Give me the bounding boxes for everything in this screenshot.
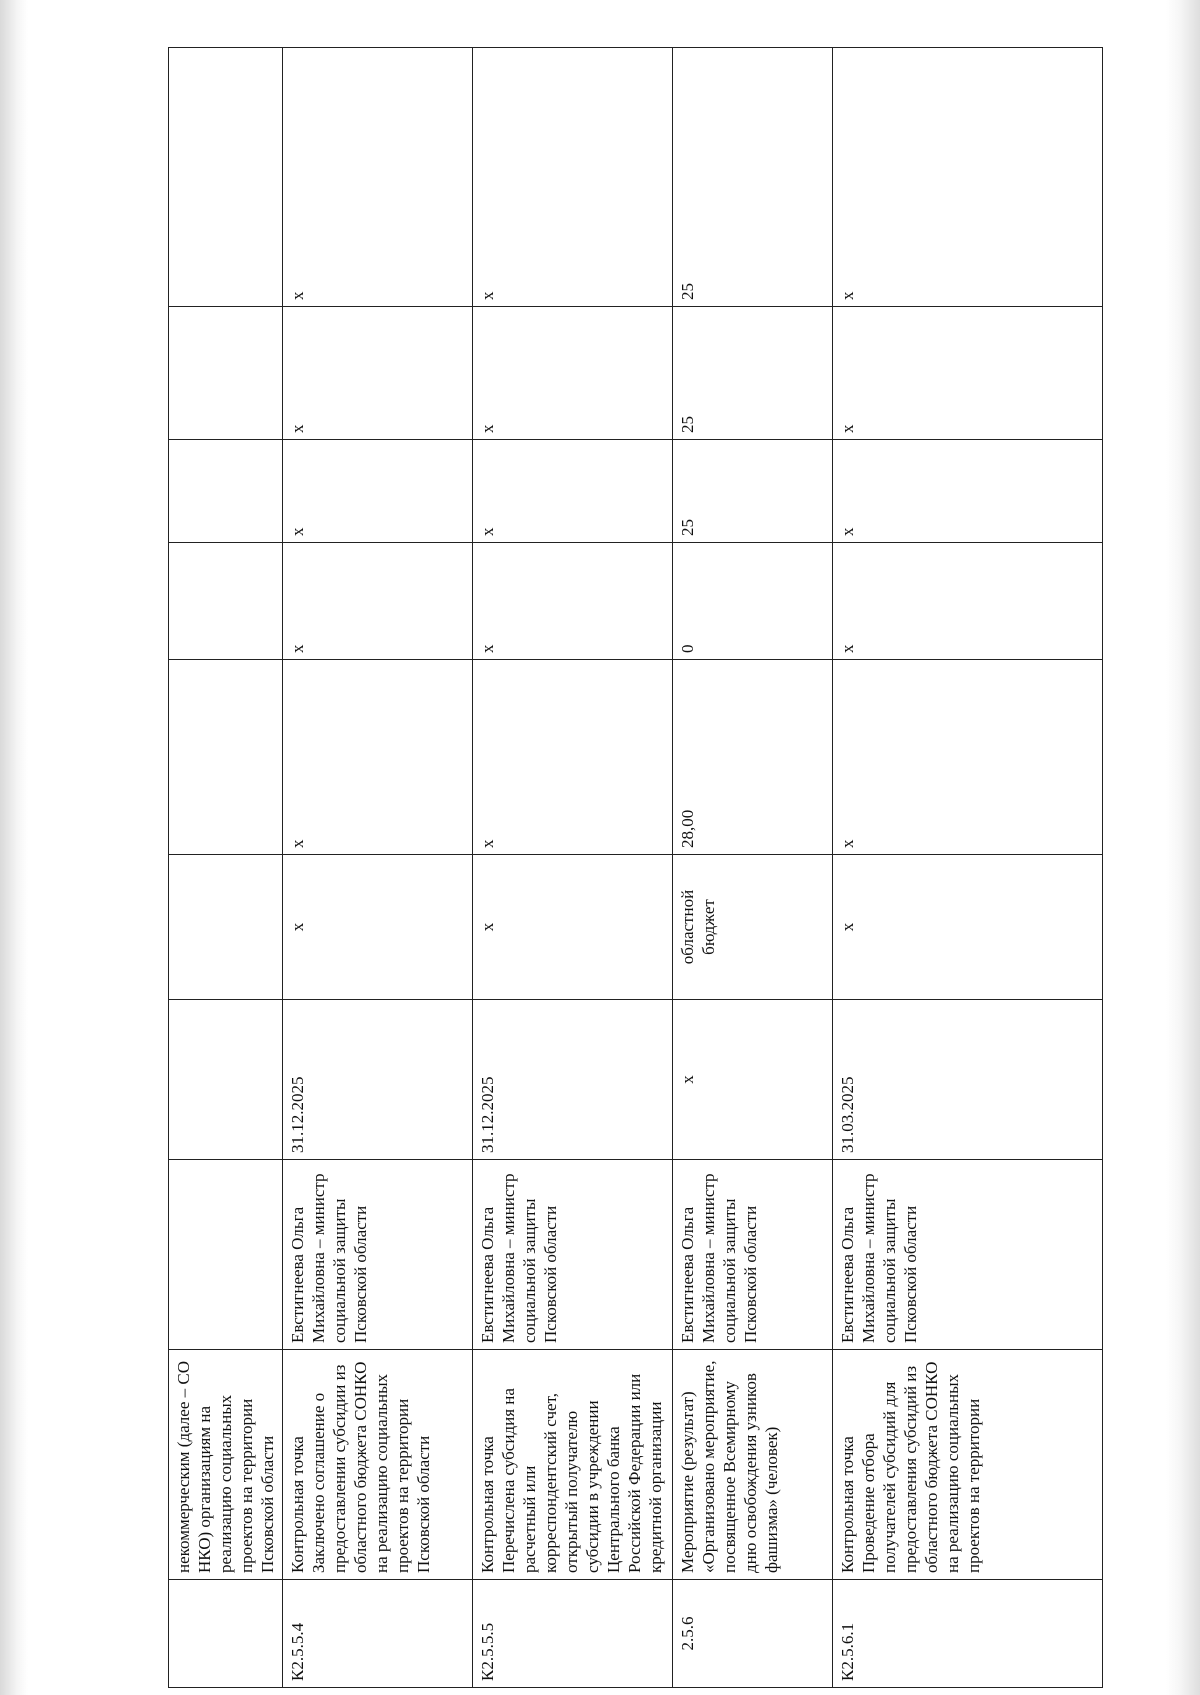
row-responsible: Евстигнеева Ольга Михайловна – министр социальной защиты Псковской области — [283, 1160, 473, 1350]
row-value-3: х — [473, 440, 673, 543]
row-value-3 — [169, 440, 283, 543]
row-value-4: х — [473, 307, 673, 440]
row-responsible: Евстигнеева Ольга Михайловна – министр социальной защиты Псковской области — [473, 1160, 673, 1350]
table-row — [169, 48, 283, 1688]
row-source: х — [283, 855, 473, 1000]
row-value-4 — [169, 307, 283, 440]
plan-table — [168, 47, 1103, 1688]
row-source — [169, 855, 283, 1000]
row-date: 31.12.2025 — [473, 1000, 673, 1160]
row-value-5: х — [833, 48, 1103, 307]
row-source: областной бюджет — [673, 855, 833, 1000]
row-number: 2.5.6 — [673, 1580, 833, 1688]
row-date — [169, 1000, 283, 1160]
row-value-5 — [169, 48, 283, 307]
row-name: Контрольная точка Заключено соглашение о предоставлении субсидии из областного бюджета СОНКО на реализацию социальных проектов на территории Псковской области — [283, 1350, 473, 1580]
row-value-2 — [169, 543, 283, 660]
row-number: К2.5.5.5 — [473, 1580, 673, 1688]
row-value-2: х — [473, 543, 673, 660]
row-source: х — [833, 855, 1103, 1000]
row-value-3: х — [833, 440, 1103, 543]
row-source: х — [473, 855, 673, 1000]
table-row — [833, 48, 1103, 1688]
table-row — [673, 48, 833, 1688]
row-date: 31.12.2025 — [283, 1000, 473, 1160]
row-name: Мероприятие (результат) «Организовано мероприятие, посвященное Всемирному дню освобождения узников фашизма» (человек) — [673, 1350, 833, 1580]
row-value-1: 28,00 — [673, 660, 833, 855]
row-value-2: х — [283, 543, 473, 660]
row-value-4: х — [833, 307, 1103, 440]
table-row — [283, 48, 473, 1688]
row-value-4: х — [283, 307, 473, 440]
row-value-2: х — [833, 543, 1103, 660]
row-value-1: х — [473, 660, 673, 855]
row-date: 31.03.2025 — [833, 1000, 1103, 1160]
row-value-3: 25 — [673, 440, 833, 543]
row-responsible: Евстигнеева Ольга Михайловна – министр социальной защиты Псковской области — [833, 1160, 1103, 1350]
row-number: К2.5.5.4 — [283, 1580, 473, 1688]
row-value-5: х — [473, 48, 673, 307]
row-value-5: х — [283, 48, 473, 307]
scan-edge-right — [1166, 0, 1200, 1695]
row-value-5: 25 — [673, 48, 833, 307]
row-value-1: х — [833, 660, 1103, 855]
row-name: Контрольная точка Проведение отбора получателей субсидий для предоставления субсидий из областного бюджета СОНКО на реализацию социальных проектов на территории — [833, 1350, 1103, 1580]
row-name: Контрольная точка Перечислена субсидия на расчетный или корреспондентский счет, открытый получателю субсидии в учреждении Центрального банка Российской Федерации или кредитной организации — [473, 1350, 673, 1580]
row-value-1 — [169, 660, 283, 855]
row-value-3: х — [283, 440, 473, 543]
row-name: некоммерческим (далее – СО НКО) организациям на реализацию социальных проектов на территории Псковской области — [169, 1350, 283, 1580]
row-number: К2.5.6.1 — [833, 1580, 1103, 1688]
table-row — [473, 48, 673, 1688]
row-responsible — [169, 1160, 283, 1350]
row-number — [169, 1580, 283, 1688]
row-value-2: 0 — [673, 543, 833, 660]
row-value-1: х — [283, 660, 473, 855]
row-value-4: 25 — [673, 307, 833, 440]
row-date: х — [673, 1000, 833, 1160]
row-responsible: Евстигнеева Ольга Михайловна – министр социальной защиты Псковской области — [673, 1160, 833, 1350]
scan-edge-left — [0, 0, 28, 1695]
rotated-document-page — [168, 48, 1098, 1688]
